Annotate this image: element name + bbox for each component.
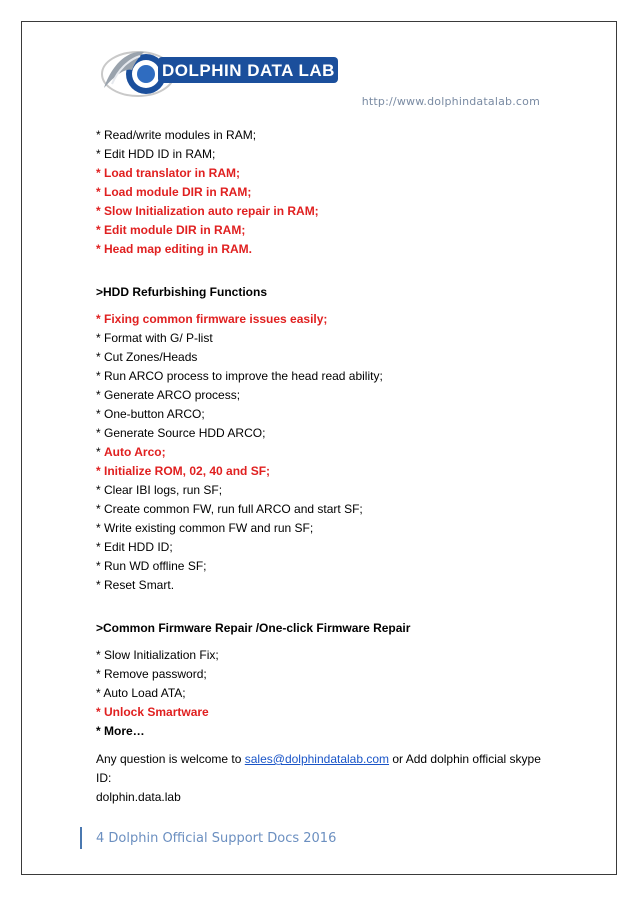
list-item: * More… [96,724,145,738]
bullet-prefix: * [96,445,105,459]
page-footer [80,826,336,850]
email-link[interactable]: sales@dolphindatalab.com [244,752,390,766]
list-item: * One-button ARCO; [96,407,205,421]
list-item: * Initialize ROM, 02, 40 and SF; [96,464,271,478]
list-item: * Read/write modules in RAM; [96,128,257,142]
hdd-refurbishing-list [96,310,556,595]
section-heading-hdd-refurbishing: >HDD Refurbishing Functions [96,285,267,299]
list-item: * Edit HDD ID; [96,540,173,554]
contact-paragraph [96,750,556,807]
footer-text: 4 Dolphin Official Support Docs 2016 [96,830,337,846]
list-item: * Fixing common firmware issues easily; [96,312,328,326]
list-item: * Slow Initialization auto repair in RAM; [96,204,319,218]
list-item: * Remove password; [96,667,207,681]
contact-prefix: Any question is welcome to [96,752,245,766]
list-item-highlight: Auto Arco; [104,445,166,459]
list-item: * Cut Zones/Heads [96,350,198,364]
list-item: * Load translator in RAM; [96,166,241,180]
list-item [96,443,556,462]
list-item: * Format with G/ P-list [96,331,213,345]
list-item: * Head map editing in RAM. [96,242,253,256]
website-url[interactable]: http://www.dolphindatalab.com [361,95,540,108]
list-item: * Auto Load ATA; [96,686,186,700]
list-item: * Generate ARCO process; [96,388,241,402]
list-item: * Create common FW, run full ARCO and start SF; [96,502,363,516]
list-item: * Unlock Smartware [96,705,209,719]
firmware-repair-list [96,646,556,741]
list-item: * Run WD offline SF; [96,559,207,573]
list-item: * Clear IBI logs, run SF; [96,483,223,497]
section-heading-firmware-repair: >Common Firmware Repair /One-click Firmware Repair [96,621,411,635]
list-item: * Load module DIR in RAM; [96,185,252,199]
list-item: * Reset Smart. [96,578,175,592]
logo-text: DOLPHIN DATA LAB [162,61,335,80]
list-item: * Run ARCO process to improve the head read ability; [96,369,383,383]
list-item: * Write existing common FW and run SF; [96,521,314,535]
contact-suffix: or Add dolphin official skype ID: [96,752,541,785]
list-item: * Edit HDD ID in RAM; [96,147,216,161]
ram-features-list [96,126,556,259]
list-item: * Slow Initialization Fix; [96,648,219,662]
skype-id: dolphin.data.lab [96,790,181,804]
document-content [96,126,556,807]
list-item: * Generate Source HDD ARCO; [96,426,266,440]
footer-divider [80,827,82,849]
list-item: * Edit module DIR in RAM; [96,223,246,237]
